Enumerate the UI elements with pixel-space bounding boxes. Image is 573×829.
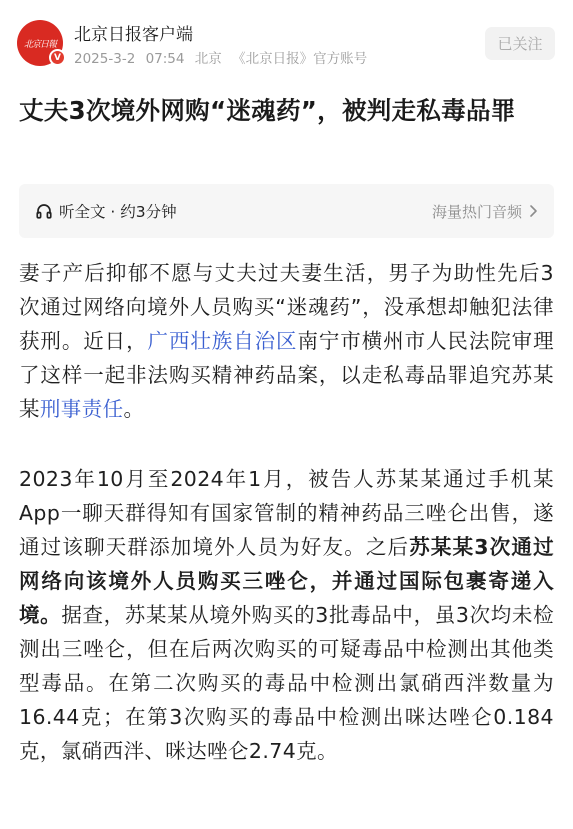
bold-text: 苏某某3次通过网络向该境外人员购买三唑仑，并通过国际包裹寄递入境。	[19, 535, 554, 627]
account-label: 《北京日报》官方账号	[232, 51, 368, 67]
article-paragraph	[19, 256, 554, 426]
article-paragraph	[19, 462, 554, 768]
source-name[interactable]: 北京日报客户端	[74, 25, 193, 45]
criminal-liability-link[interactable]: 刑事责任	[39, 397, 124, 421]
listen-full-text-button[interactable]	[35, 200, 177, 222]
listen-label: 听全文 · 约3分钟	[59, 203, 177, 221]
article-title: 丈夫3次境外网购“迷魂药”，被判走私毒品罪	[19, 96, 516, 125]
publish-location: 北京	[194, 51, 222, 67]
paragraph-text: 妻子产后抑郁不愿与丈夫过夫妻生活，男子为助性先后3次通过网络向境外人员购买“迷魂药”，没承想却触犯法律获刑。近日，	[19, 261, 554, 353]
logo-text: 北京日報	[23, 39, 56, 50]
region-link[interactable]: 广西壮族自治区	[147, 329, 298, 353]
listen-bar[interactable]	[19, 184, 554, 238]
article-meta	[74, 47, 373, 67]
paragraph-text: 据查，苏某某从境外购买的3批毒品中，虽3次均未检测出三唑仑，但在后两次购买的可疑毒品中检测出其他类型毒品。在第二次购买的毒品中检测出氯硝西泮数量为16.44克；在第3次购买的毒品中检测出咪达唑仑0.184克，氯硝西泮、咪达唑仑2.74克。	[19, 603, 554, 763]
publish-date: 2025-3-2	[74, 51, 136, 67]
paragraph-text: 南宁市横州市人民法院审理了这样一起非法购买精神药品案，以走私毒品罪追究苏某某	[19, 329, 554, 421]
chevron-right-icon	[528, 204, 538, 218]
article-header	[0, 0, 573, 88]
paragraph-text: 2023年10月至2024年1月，被告人苏某某通过手机某App一聊天群得知有国家管制的精神药品三唑仑出售，遂通过该聊天群添加境外人员为好友。之后	[19, 467, 554, 559]
follow-button[interactable]: 已关注	[485, 27, 555, 60]
paragraph-text: 。	[123, 397, 145, 421]
audio-link-label: 海量热门音频	[431, 202, 522, 221]
headphones-icon	[35, 202, 53, 220]
audio-link[interactable]	[432, 201, 538, 222]
publish-time: 07:54	[145, 51, 185, 67]
verified-icon: V	[49, 49, 66, 66]
